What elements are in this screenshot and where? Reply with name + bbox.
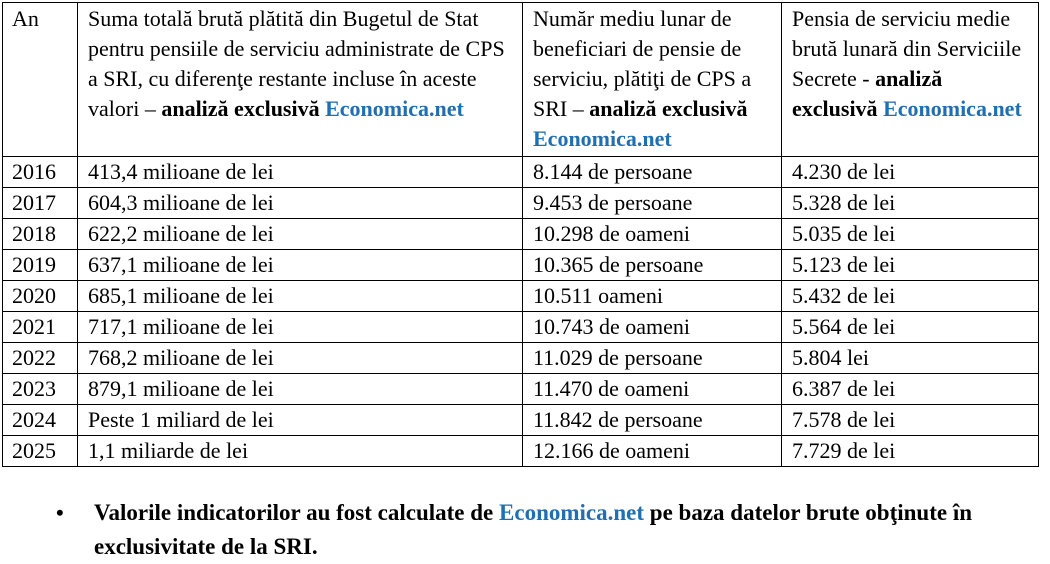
cell-beneficiaries: 11.029 de persoane (523, 343, 782, 374)
cell-pension: 5.804 lei (782, 343, 1039, 374)
cell-beneficiaries: 11.470 de oameni (523, 374, 782, 405)
cell-pension: 5.432 de lei (782, 281, 1039, 312)
cell-total: 879,1 milioane de lei (78, 374, 523, 405)
table-row (3, 219, 1039, 250)
cell-pension: 7.578 de lei (782, 405, 1039, 436)
header-total-brand: Economica.net (325, 96, 464, 121)
cell-total: 604,3 milioane de lei (78, 188, 523, 219)
table-row (3, 343, 1039, 374)
header-beneficiaries-bold: analiză exclusivă (589, 96, 748, 121)
cell-year: 2018 (3, 219, 78, 250)
header-year-label: An (12, 6, 39, 31)
header-total-amount (78, 3, 523, 157)
cell-total: 717,1 milioane de lei (78, 312, 523, 343)
cell-pension: 5.035 de lei (782, 219, 1039, 250)
table-row (3, 250, 1039, 281)
cell-total: 685,1 milioane de lei (78, 281, 523, 312)
cell-pension: 7.729 de lei (782, 436, 1039, 467)
table-row (3, 157, 1039, 188)
cell-beneficiaries: 9.453 de persoane (523, 188, 782, 219)
cell-beneficiaries: 8.144 de persoane (523, 157, 782, 188)
cell-year: 2017 (3, 188, 78, 219)
table-row (3, 281, 1039, 312)
header-year (3, 3, 78, 157)
table-row (3, 188, 1039, 219)
cell-year: 2024 (3, 405, 78, 436)
table-row (3, 374, 1039, 405)
header-beneficiaries-text: Număr mediu lunar de beneficiari de pensie de serviciu, plătiţi de CPS a SRI – (533, 6, 752, 121)
cell-beneficiaries: 10.743 de oameni (523, 312, 782, 343)
cell-year: 2025 (3, 436, 78, 467)
cell-total: 622,2 milioane de lei (78, 219, 523, 250)
cell-total: 637,1 milioane de lei (78, 250, 523, 281)
footnote-before: Valorile indicatorilor au fost calculate de (94, 500, 494, 525)
cell-beneficiaries: 10.298 de oameni (523, 219, 782, 250)
cell-total: 1,1 miliarde de lei (78, 436, 523, 467)
cell-total: 413,4 milioane de lei (78, 157, 523, 188)
cell-total: 768,2 milioane de lei (78, 343, 523, 374)
pensions-table (2, 2, 1039, 467)
footnote-brand: Economica.net (499, 500, 645, 525)
header-pension-text: Pensia de serviciu medie brută lunară din Serviciile Secrete - (792, 6, 1022, 91)
header-total-text: Suma totală brută plătită din Bugetul de Stat pentru pensiile de serviciu administrate de CPS a SRI, cu diferenţe restante incluse în aceste valori – (88, 6, 505, 121)
cell-beneficiaries: 10.365 de persoane (523, 250, 782, 281)
cell-year: 2023 (3, 374, 78, 405)
cell-year: 2019 (3, 250, 78, 281)
cell-year: 2020 (3, 281, 78, 312)
header-pension-bold: analiză exclusivă (792, 66, 943, 121)
header-total-bold: analiză exclusivă (161, 96, 320, 121)
cell-pension: 5.328 de lei (782, 188, 1039, 219)
cell-pension: 4.230 de lei (782, 157, 1039, 188)
table-row (3, 405, 1039, 436)
header-beneficiaries-brand: Economica.net (533, 126, 672, 151)
cell-total: Peste 1 miliard de lei (78, 405, 523, 436)
footnote-text (94, 496, 1014, 564)
cell-year: 2022 (3, 343, 78, 374)
header-average-pension (782, 3, 1039, 157)
header-beneficiaries (523, 3, 782, 157)
table-row (3, 312, 1039, 343)
cell-year: 2021 (3, 312, 78, 343)
cell-year: 2016 (3, 157, 78, 188)
table-row (3, 436, 1039, 467)
cell-pension: 5.123 de lei (782, 250, 1039, 281)
cell-beneficiaries: 11.842 de persoane (523, 405, 782, 436)
cell-pension: 6.387 de lei (782, 374, 1039, 405)
header-pension-brand: Economica.net (883, 96, 1022, 121)
table-header-row (3, 3, 1039, 157)
bullet-icon: • (56, 500, 64, 525)
cell-beneficiaries: 12.166 de oameni (523, 436, 782, 467)
cell-pension: 5.564 de lei (782, 312, 1039, 343)
cell-beneficiaries: 10.511 oameni (523, 281, 782, 312)
footnote-after: pe baza datelor brute obţinute în exclusivitate de la SRI. (94, 500, 973, 559)
